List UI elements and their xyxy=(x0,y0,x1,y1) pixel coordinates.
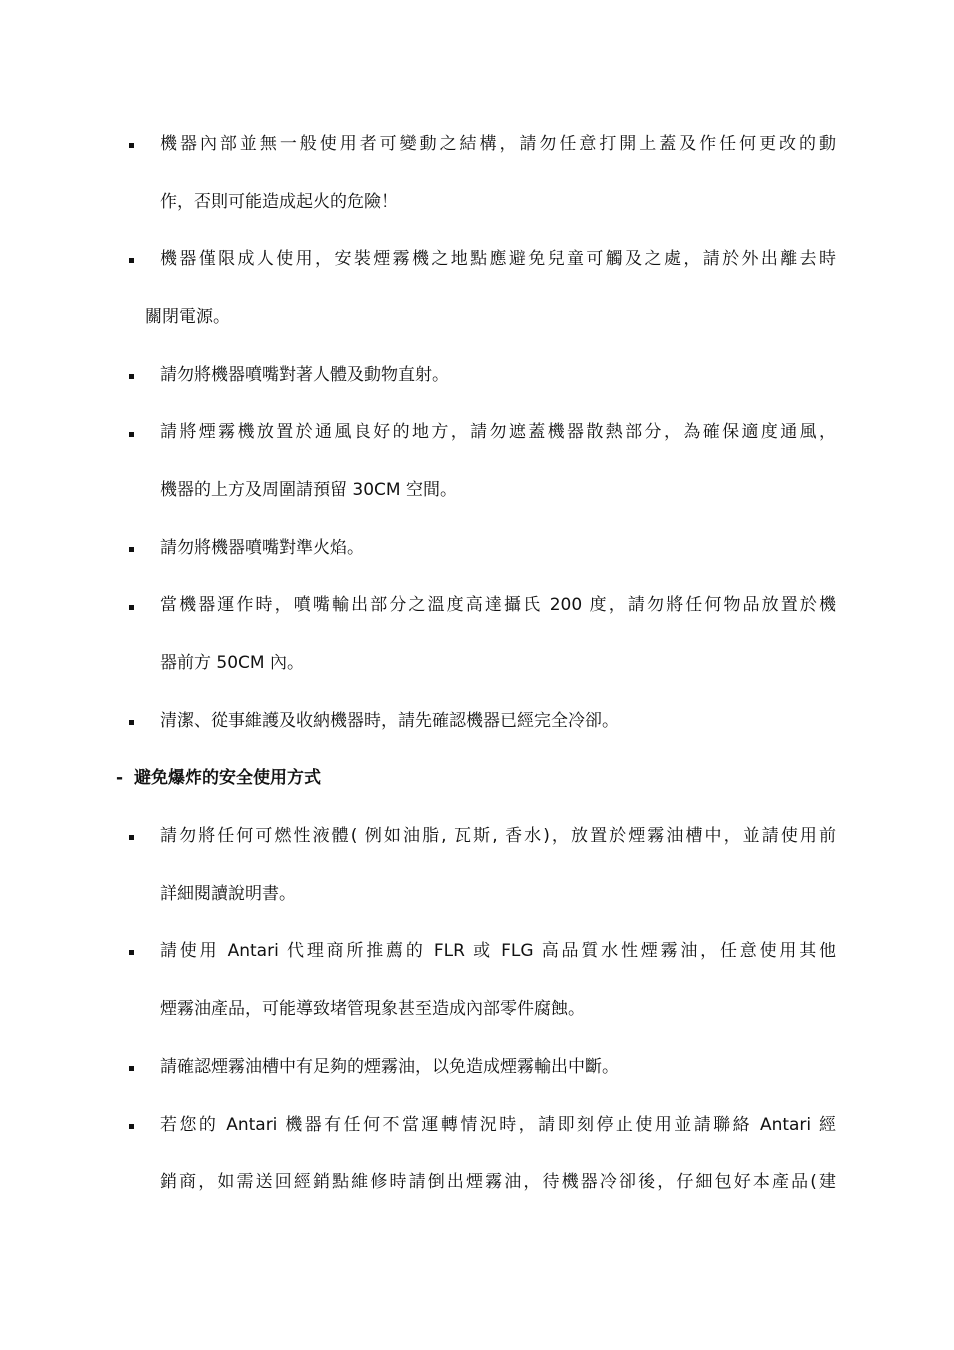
bullet-marker xyxy=(129,605,134,610)
paragraph-line: 請使用 Antari 代理商所推薦的 FLR 或 FLG 高品質水性煙霧油，任意使用其他 xyxy=(160,941,836,961)
bullet-marker xyxy=(129,720,134,725)
section-heading: 避免爆炸的安全使用方式 xyxy=(134,768,321,788)
paragraph-line: 機器內部並無一般使用者可變動之結構，請勿任意打開上蓋及作任何更改的動 xyxy=(160,134,836,154)
paragraph-line: 當機器運作時，噴嘴輸出部分之溫度高達攝氏 200 度，請勿將任何物品放置於機 xyxy=(160,595,836,615)
bullet-marker xyxy=(129,258,134,263)
paragraph-line: 請將煙霧機放置於通風良好的地方，請勿遮蓋機器散熱部分，為確保適度通風， xyxy=(160,422,836,442)
paragraph-line: 若您的 Antari 機器有任何不當運轉情況時，請即刻停止使用並請聯絡 Antari 經 xyxy=(160,1115,836,1135)
section-heading-dash: - xyxy=(116,768,124,788)
paragraph-line: 機器的上方及周圍請預留 30CM 空間。 xyxy=(160,480,457,500)
bullet-marker xyxy=(129,374,134,379)
bullet-marker xyxy=(129,835,134,840)
bullet-marker xyxy=(129,143,134,148)
paragraph-line: 請勿將機器噴嘴對著人體及動物直射。 xyxy=(160,365,449,385)
bullet-marker xyxy=(129,950,134,955)
bullet-marker xyxy=(129,1066,134,1071)
paragraph-line: 請確認煙霧油槽中有足夠的煙霧油，以免造成煙霧輸出中斷。 xyxy=(160,1057,619,1077)
paragraph-line: 清潔、從事維護及收納機器時，請先確認機器已經完全冷卻。 xyxy=(160,711,619,731)
paragraph-line: 請勿將機器噴嘴對準火焰。 xyxy=(160,538,364,558)
paragraph-line: 煙霧油產品，可能導致堵管現象甚至造成內部零件腐蝕。 xyxy=(160,999,585,1019)
paragraph-line: 銷商，如需送回經銷點維修時請倒出煙霧油，待機器冷卻後，仔細包好本產品(建 xyxy=(160,1172,836,1192)
bullet-marker xyxy=(129,1124,134,1129)
paragraph-line: 機器僅限成人使用，安裝煙霧機之地點應避免兒童可觸及之處，請於外出離去時 xyxy=(160,249,836,269)
bullet-marker xyxy=(129,547,134,552)
paragraph-line: 作，否則可能造成起火的危險！ xyxy=(160,192,398,212)
paragraph-line: 請勿將任何可燃性液體( 例如油脂, 瓦斯, 香水)，放置於煙霧油槽中，並請使用前 xyxy=(160,826,836,846)
bullet-marker xyxy=(129,432,134,437)
paragraph-line: 詳細閱讀說明書。 xyxy=(160,884,296,904)
paragraph-line: 器前方 50CM 內。 xyxy=(160,653,304,673)
paragraph-line: 關閉電源。 xyxy=(145,307,230,327)
